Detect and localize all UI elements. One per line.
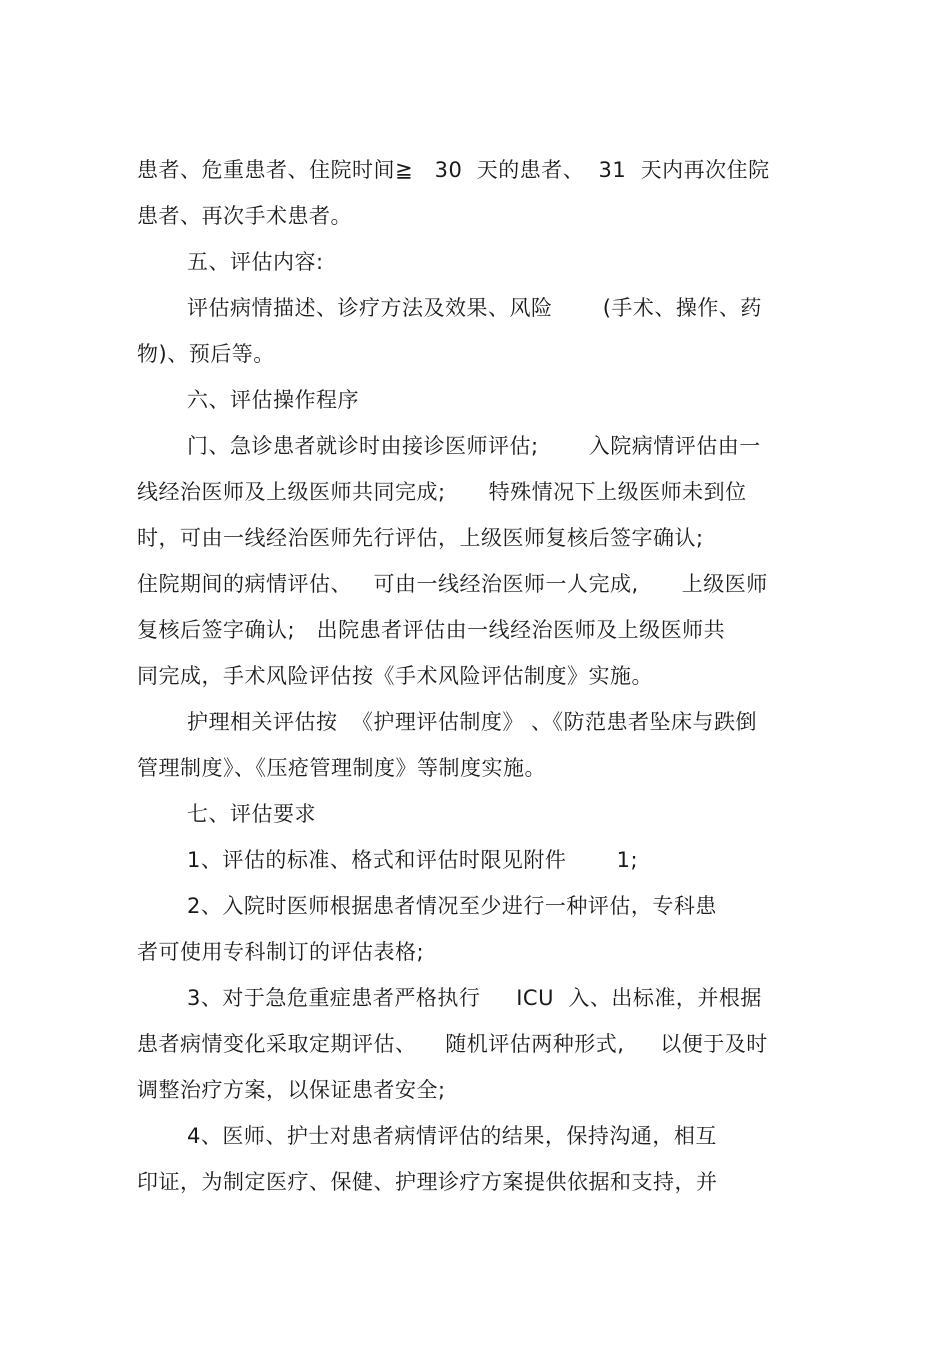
text-line: 者可使用专科制订的评估表格; — [137, 940, 425, 964]
text-line: 同完成，手术风险评估按《手术风险评估制度》实施。 — [137, 664, 653, 688]
text-line: 调整治疗方案，以保证患者安全; — [137, 1078, 446, 1102]
text-line: 护理相关评估按 《护理评估制度》 、《防范患者坠床与跌倒 — [187, 710, 758, 734]
text-line: 印证，为制定医疗、保健、护理诊疗方案提供依据和支持，并 — [137, 1170, 718, 1194]
text-line: 评估病情描述、诊疗方法及效果、风险 (手术、操作、药 — [187, 296, 762, 320]
text-line: 4、医师、护士对患者病情评估的结果，保持沟通，相互 — [187, 1124, 717, 1148]
text-line: 时，可由一线经治医师先行评估，上级医师复核后签字确认; — [137, 526, 704, 550]
text-line: 患者、危重患者、住院时间≧ 30 天的患者、 31 天内再次住院 — [137, 158, 770, 182]
text-line: 复核后签字确认; 出院患者评估由一线经治医师及上级医师共 — [137, 618, 726, 642]
text-line: 线经治医师及上级医师共同完成; 特殊情况下上级医师未到位 — [137, 480, 747, 504]
text-line: 门、急诊患者就诊时由接诊医师评估; 入院病情评估由一 — [187, 434, 761, 458]
text-line: 患者、再次手术患者。 — [137, 204, 352, 228]
text-line: 2、入院时医师根据患者情况至少进行一种评估，专科患 — [187, 894, 717, 918]
text-line: 管理制度》、《压疮管理制度》等制度实施。 — [137, 756, 546, 780]
text-line: 住院期间的病情评估、 可由一线经治医师一人完成, 上级医师 — [137, 572, 768, 596]
text-line: 物)、预后等。 — [137, 342, 275, 366]
text-line: 患者病情变化采取定期评估、 随机评估两种形式, 以便于及时 — [137, 1032, 768, 1056]
section-heading: 六、评估操作程序 — [187, 388, 359, 412]
section-heading: 五、评估内容: — [187, 250, 324, 274]
text-line: 3、对于急危重症患者严格执行 ICU 入、出标准，并根据 — [187, 986, 762, 1010]
text-line: 1、评估的标准、格式和评估时限见附件 1; — [187, 848, 639, 872]
section-heading: 七、评估要求 — [187, 802, 316, 826]
